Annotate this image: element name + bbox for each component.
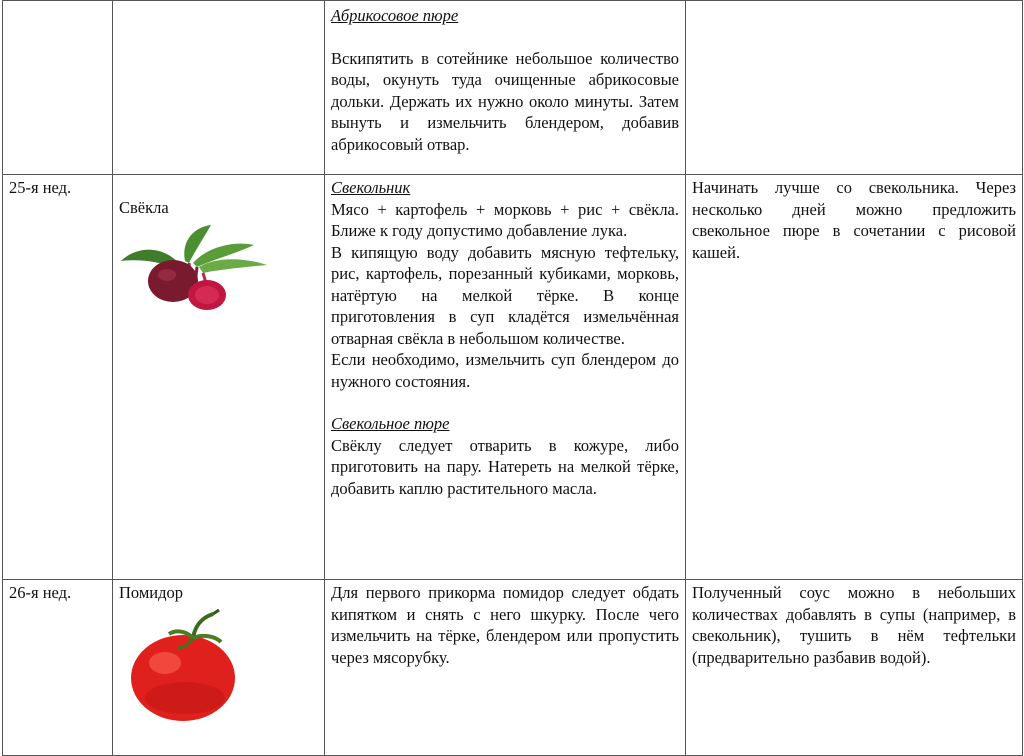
tomato-illustration [123, 608, 253, 723]
recipe-title: Абрикосовое пюре [331, 6, 459, 25]
recipe-text: Мясо + картофель + морковь + рис + свёкла. Ближе к году допустимо добавление лука. [331, 199, 679, 240]
recipe-cell [325, 1, 686, 175]
recipe-text: Если необходимо, измельчить суп блендером до нужного состояния. [331, 350, 679, 391]
notes-text: Начинать лучше со свекольника. Через несколько дней можно предложить свекольное пюре в сочетании с рисовой кашей. [692, 178, 1016, 262]
table-row [3, 1, 1023, 175]
recipe-text: Вскипятить в сотейнике небольшое количество воды, окунуть туда очищенные абрикосовые дольки. Держать их нужно около минуты. Затем вынуть и измельчить блендером, добавив абрикосовый отвар. [331, 48, 679, 154]
week-cell [3, 580, 113, 756]
notes-cell [686, 1, 1023, 175]
week-cell [3, 175, 113, 580]
recipe-text: В кипящую воду добавить мясную тефтельку, рис, картофель, порезанный кубиками, морковь, натёртую на мелкой тёрке. В конце приготовления в суп кладётся измельчённая отварная свёкла в небольшом количестве. [331, 242, 679, 348]
recipe-text: Для первого прикорма помидор следует обдать кипятком и снять с него шкурку. После чего измельчить на тёрке, блендером или пропустить через мясорубку. [331, 583, 679, 667]
recipe-text: Свёклу следует отварить в кожуре, либо приготовить на пару. Натереть на мелкой тёрке, добавить каплю растительного масла. [331, 435, 679, 498]
product-name: Свёкла [119, 198, 169, 217]
product-cell [113, 1, 325, 175]
product-name: Помидор [119, 583, 184, 602]
table-row [3, 580, 1023, 756]
week-cell [3, 1, 113, 175]
notes-cell [686, 175, 1023, 580]
recipe-title: Свекольное пюре [331, 414, 450, 433]
week-label: 26-я нед. [9, 583, 72, 602]
product-cell [113, 580, 325, 756]
notes-cell [686, 580, 1023, 756]
recipe-table [2, 0, 1023, 756]
table-row [3, 175, 1023, 580]
recipe-title: Свекольник [331, 178, 411, 197]
week-label: 25-я нед. [9, 178, 72, 197]
recipe-cell [325, 175, 686, 580]
beet-illustration [119, 223, 269, 313]
recipe-cell [325, 580, 686, 756]
product-cell [113, 175, 325, 580]
notes-text: Полученный соус можно в небольших количествах добавлять в супы (например, в свекольник), тушить в нём тефтельки (предварительно разбавив водой). [692, 583, 1016, 667]
